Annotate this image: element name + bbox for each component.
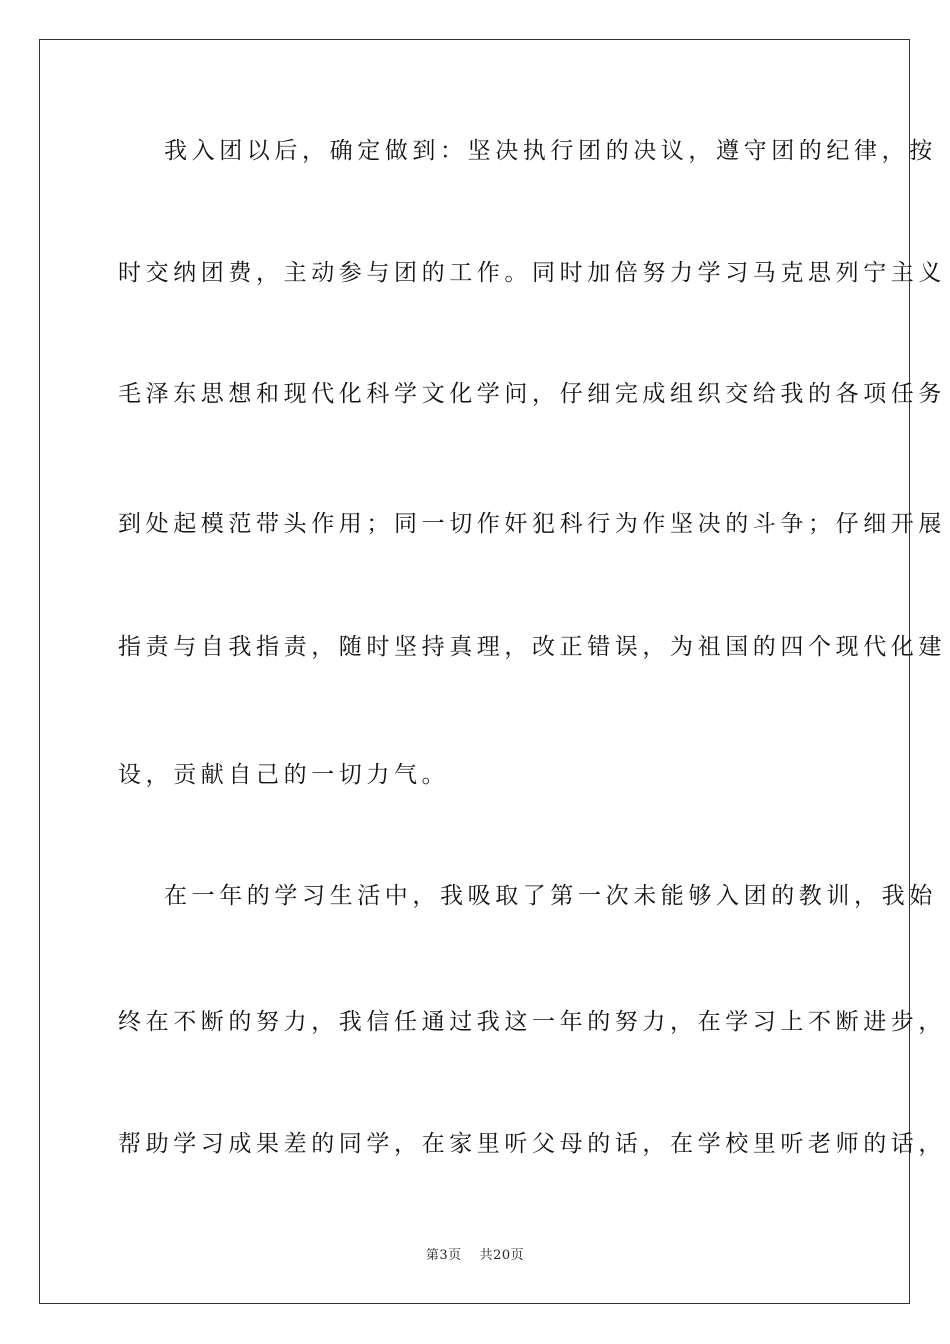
paragraph-line: 在一年的学习生活中，我吸取了第一次未能够入团的教训，我始	[164, 883, 937, 909]
paragraph-line: 毛泽东思想和现代化科学文化学问，仔细完成组织交给我的各项任务	[118, 381, 946, 407]
paragraph-line: 终在不断的努力，我信任通过我这一年的努力，在学习上不断进步，	[118, 1009, 946, 1035]
page-footer	[0, 1244, 950, 1263]
paragraph-line: 到处起模范带头作用；同一切作奸犯科行为作坚决的斗争；仔细开展	[118, 511, 946, 537]
paragraph-line: 时交纳团费，主动参与团的工作。同时加倍努力学习马克思列宁主义	[118, 260, 946, 286]
page-border	[39, 39, 946, 1304]
page-number: 第3页	[425, 1248, 462, 1263]
paragraph-line: 我入团以后，确定做到：坚决执行团的决议，遵守团的纪律，按	[164, 138, 937, 164]
page-total: 共20页	[479, 1248, 525, 1263]
paragraph-line: 设，贡献自己的一切力气。	[118, 762, 450, 788]
paragraph-line: 指责与自我指责，随时坚持真理，改正错误，为祖国的四个现代化建	[118, 634, 946, 660]
paragraph-line: 帮助学习成果差的同学，在家里听父母的话，在学校里听老师的话，	[118, 1131, 946, 1157]
